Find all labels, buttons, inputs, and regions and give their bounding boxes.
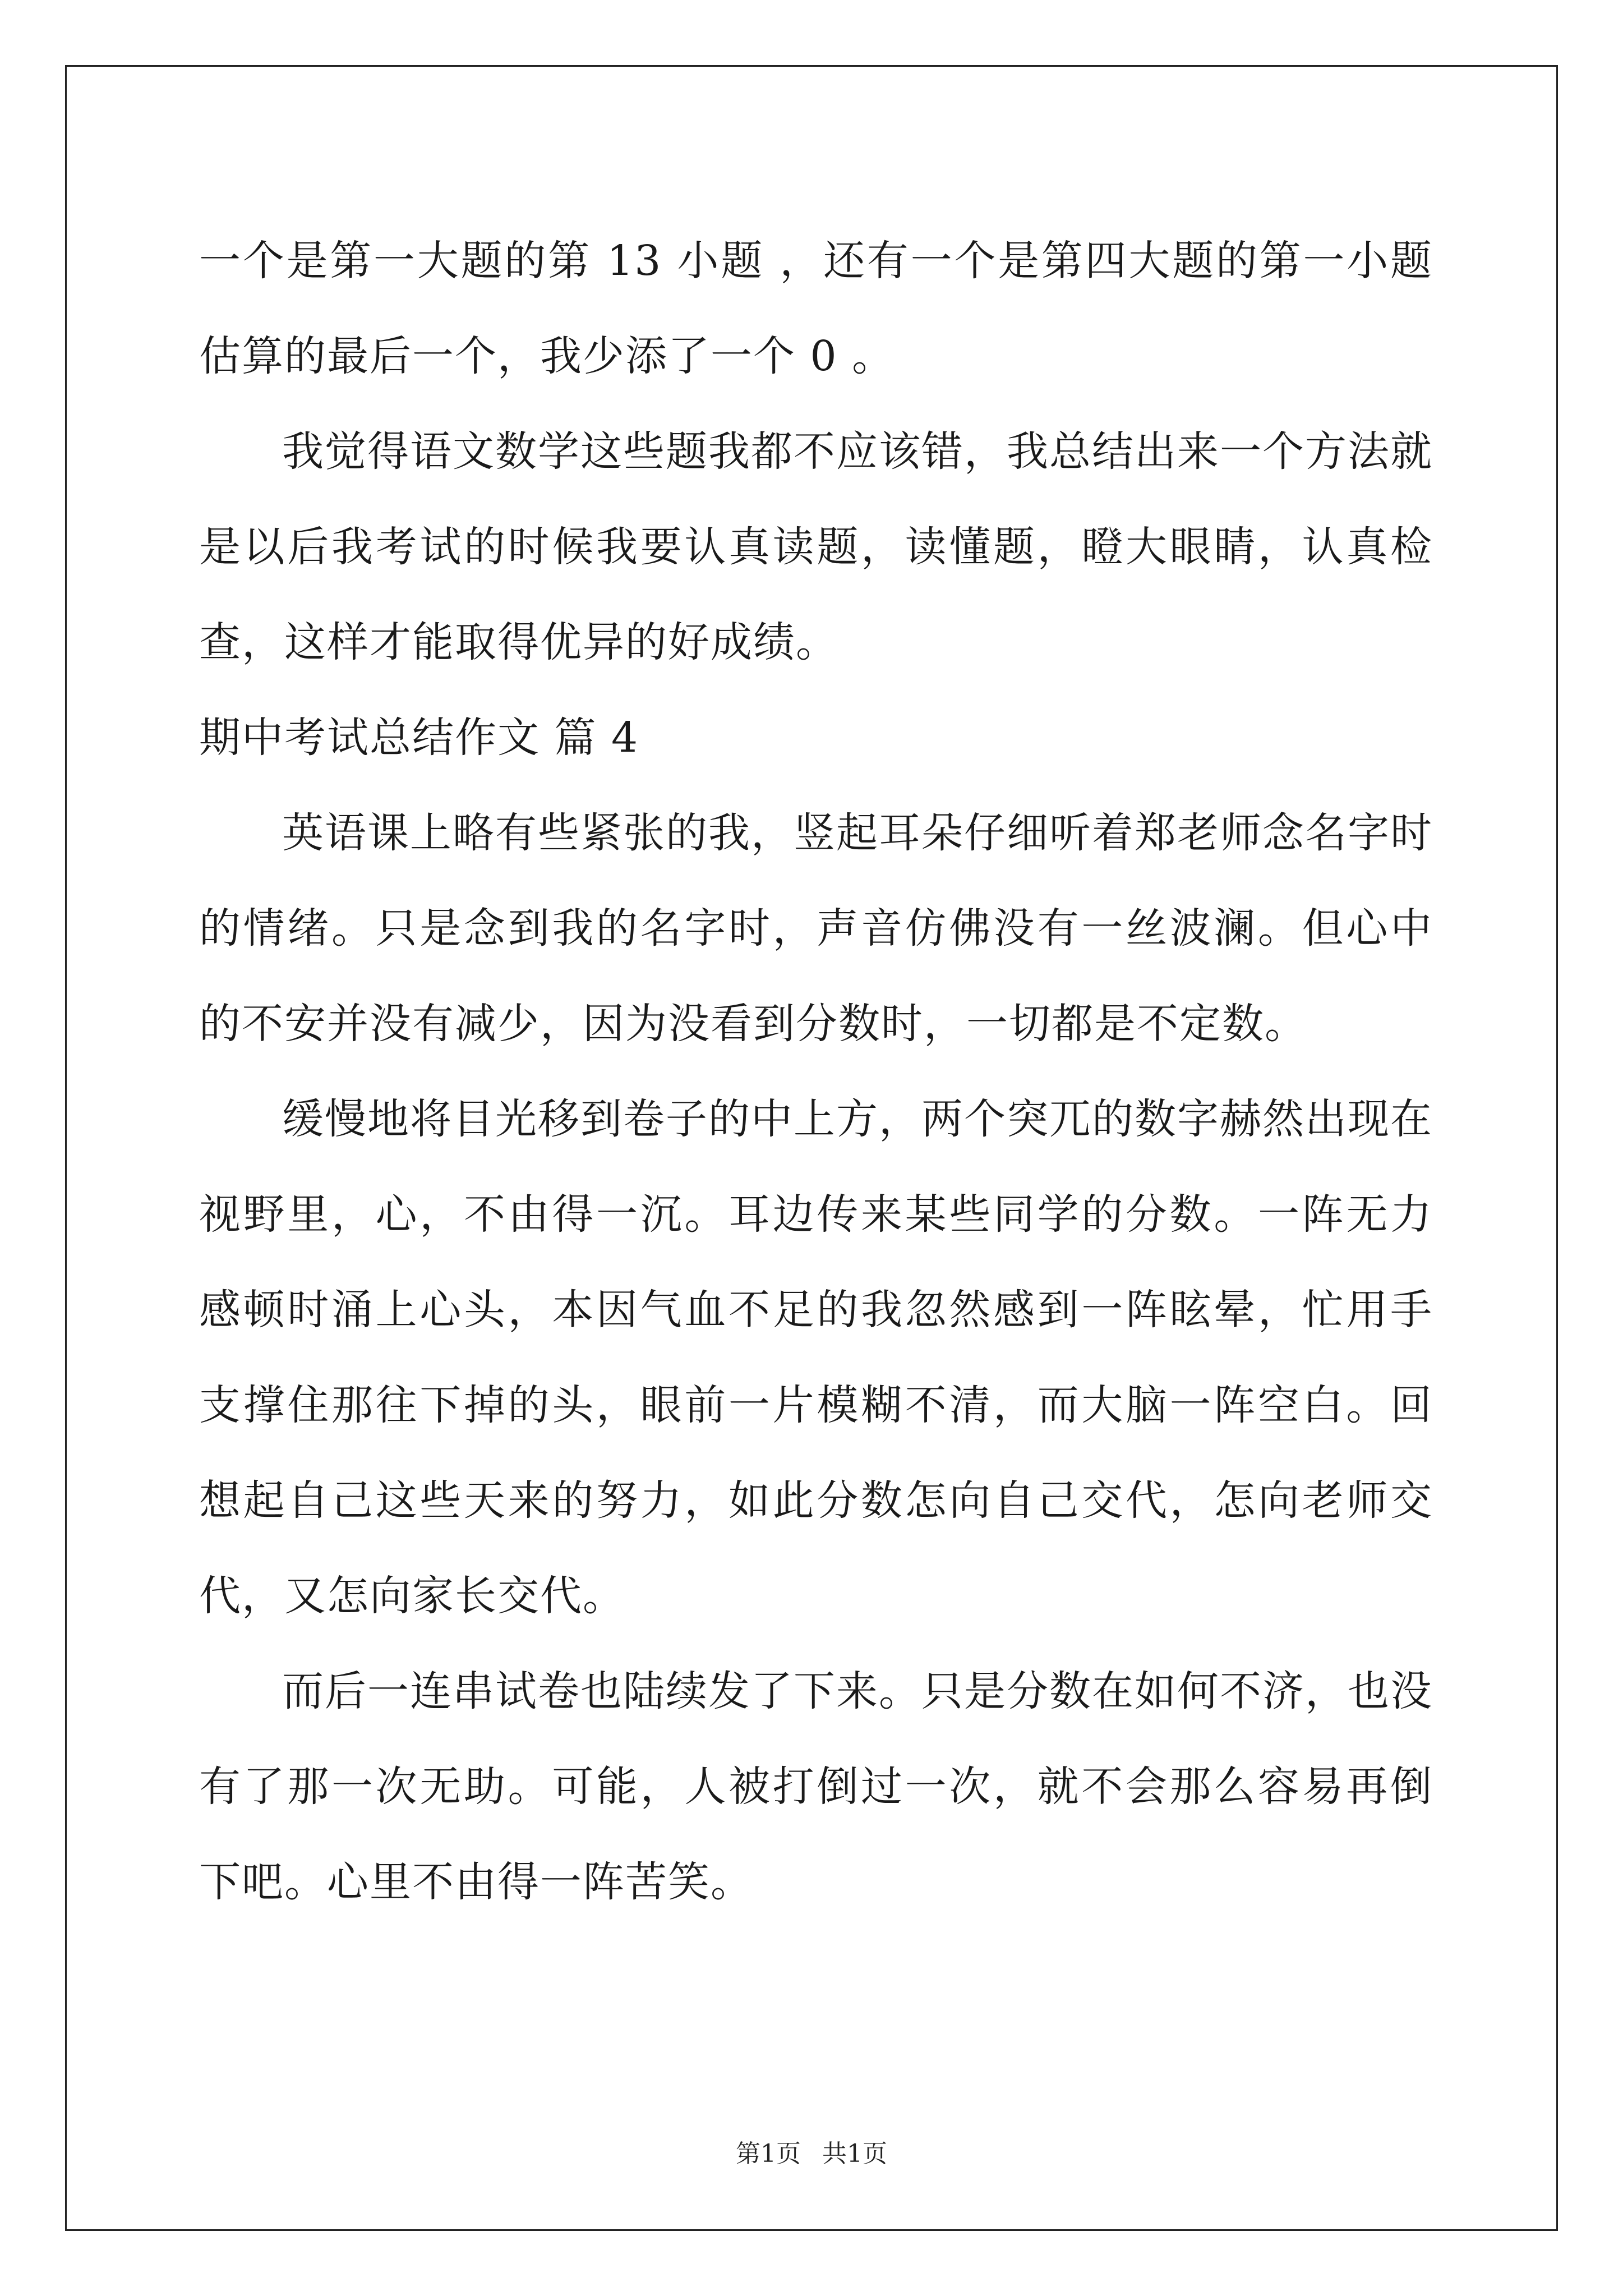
- paragraph-continuation: 一个是第一大题的第 13 小题 ，还有一个是第四大题的第一小题估算的最后一个，我少添了一个 0 。: [199, 237, 1433, 380]
- section-heading: 期中考试总结作文 篇 4: [199, 714, 639, 762]
- page-total: 共1页: [822, 2139, 887, 2168]
- document-body: [199, 213, 1433, 1930]
- page-number: 第1页: [736, 2139, 801, 2168]
- paragraph: 而后一连串试卷也陆续发了下来。只是分数在如何不济，也没有了那一次无助。可能，人被打倒过一次，就不会那么容易再倒下吧。心里不由得一阵苦笑。: [199, 1667, 1433, 1906]
- paragraph: 英语课上略有些紧张的我，竖起耳朵仔细听着郑老师念名字时的情绪。只是念到我的名字时，声音仿佛没有一丝波澜。但心中的不安并没有减少，因为没看到分数时，一切都是不定数。: [199, 809, 1433, 1048]
- paragraph: 缓慢地将目光移到卷子的中上方，两个突兀的数字赫然出现在视野里，心，不由得一沉。耳边传来某些同学的分数。一阵无力感顿时涌上心头，本因气血不足的我忽然感到一阵眩晕，忙用手支撑住那往下掉的头，眼前一片模糊不清，而大脑一阵空白。回想起自己这些天来的努力，如此分数怎向自己交代，怎向老师交代，又怎向家长交代。: [199, 1095, 1433, 1620]
- page-footer: [0, 2137, 1623, 2171]
- paragraph: 我觉得语文数学这些题我都不应该错，我总结出来一个方法就是以后我考试的时候我要认真读题，读懂题，瞪大眼睛，认真检查，这样才能取得优异的好成绩。: [199, 427, 1433, 666]
